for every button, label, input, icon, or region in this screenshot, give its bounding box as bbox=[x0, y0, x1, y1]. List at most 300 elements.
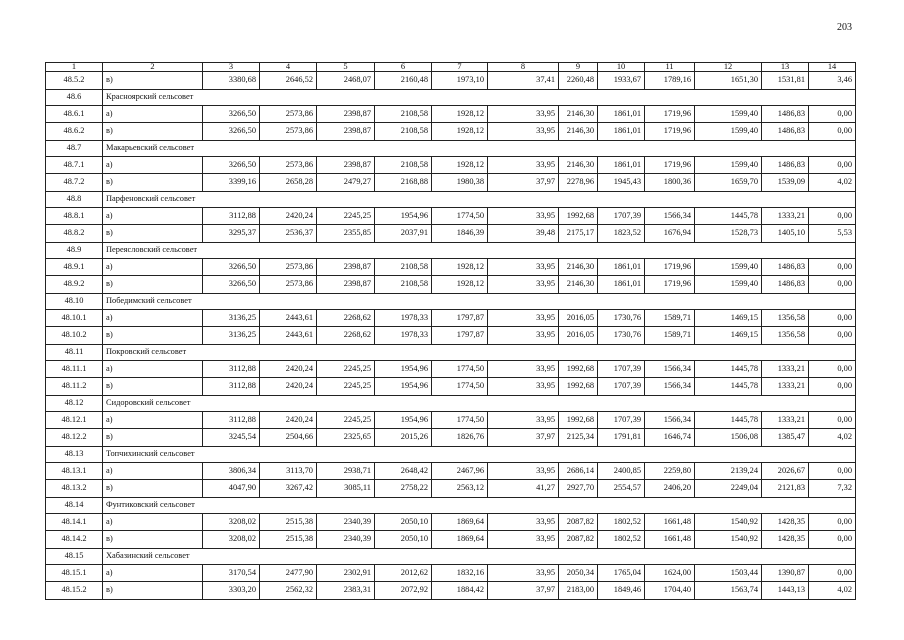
value-cell: 1390,87 bbox=[762, 564, 809, 582]
variant-cell: а) bbox=[103, 207, 203, 225]
value-cell: 2515,38 bbox=[260, 513, 317, 531]
value-cell: 1861,01 bbox=[598, 105, 645, 123]
column-header: 9 bbox=[559, 63, 598, 72]
value-cell: 2087,82 bbox=[559, 513, 598, 531]
group-title: Парфеновский сельсовет bbox=[103, 191, 856, 207]
value-cell: 1774,50 bbox=[432, 378, 488, 396]
value-cell: 1333,21 bbox=[762, 411, 809, 429]
value-cell: 1823,52 bbox=[598, 225, 645, 243]
value-cell: 3112,88 bbox=[203, 411, 260, 429]
value-cell: 0,00 bbox=[809, 258, 856, 276]
value-cell: 1486,83 bbox=[762, 258, 809, 276]
column-header: 11 bbox=[645, 63, 695, 72]
value-cell: 1486,83 bbox=[762, 156, 809, 174]
variant-cell: а) bbox=[103, 309, 203, 327]
value-cell: 2146,30 bbox=[559, 276, 598, 294]
value-cell: 1356,58 bbox=[762, 327, 809, 345]
value-cell: 3266,50 bbox=[203, 156, 260, 174]
value-cell: 33,95 bbox=[488, 564, 559, 582]
value-cell: 1774,50 bbox=[432, 207, 488, 225]
group-title: Покровский сельсовет bbox=[103, 344, 856, 360]
value-cell: 1980,38 bbox=[432, 174, 488, 192]
header-row bbox=[46, 63, 856, 72]
value-cell: 2477,90 bbox=[260, 564, 317, 582]
row-code: 48.12 bbox=[46, 395, 103, 411]
value-cell: 1800,36 bbox=[645, 174, 695, 192]
value-cell: 2398,87 bbox=[317, 258, 375, 276]
value-cell: 1928,12 bbox=[432, 276, 488, 294]
value-cell: 1774,50 bbox=[432, 411, 488, 429]
column-header: 7 bbox=[432, 63, 488, 72]
value-cell: 1599,40 bbox=[695, 123, 762, 141]
value-cell: 2245,25 bbox=[317, 360, 375, 378]
value-cell: 1719,96 bbox=[645, 156, 695, 174]
value-cell: 1928,12 bbox=[432, 123, 488, 141]
group-title: Макарьевский сельсовет bbox=[103, 140, 856, 156]
value-cell: 1869,64 bbox=[432, 531, 488, 549]
value-cell: 1566,34 bbox=[645, 360, 695, 378]
value-cell: 3399,16 bbox=[203, 174, 260, 192]
value-cell: 2108,58 bbox=[375, 105, 432, 123]
table-row bbox=[46, 105, 856, 123]
group-title: Топчихинский сельсовет bbox=[103, 446, 856, 462]
group-title: Переясловский сельсовет bbox=[103, 242, 856, 258]
value-cell: 37,97 bbox=[488, 429, 559, 447]
value-cell: 1730,76 bbox=[598, 327, 645, 345]
value-cell: 2146,30 bbox=[559, 258, 598, 276]
value-cell: 2658,28 bbox=[260, 174, 317, 192]
value-cell: 3266,50 bbox=[203, 276, 260, 294]
value-cell: 1791,81 bbox=[598, 429, 645, 447]
value-cell: 2400,85 bbox=[598, 462, 645, 480]
value-cell: 1333,21 bbox=[762, 207, 809, 225]
row-code: 48.15.1 bbox=[46, 564, 103, 582]
row-code: 48.9.2 bbox=[46, 276, 103, 294]
value-cell: 2758,22 bbox=[375, 480, 432, 498]
value-cell: 1428,35 bbox=[762, 531, 809, 549]
value-cell: 2160,48 bbox=[375, 72, 432, 90]
column-header: 8 bbox=[488, 63, 559, 72]
table-row bbox=[46, 72, 856, 90]
row-code: 48.10.2 bbox=[46, 327, 103, 345]
value-cell: 2108,58 bbox=[375, 276, 432, 294]
row-code: 48.6.1 bbox=[46, 105, 103, 123]
value-cell: 2108,58 bbox=[375, 123, 432, 141]
table-row bbox=[46, 309, 856, 327]
value-cell: 1540,92 bbox=[695, 531, 762, 549]
value-cell: 3112,88 bbox=[203, 360, 260, 378]
row-code: 48.15 bbox=[46, 548, 103, 564]
value-cell: 1566,34 bbox=[645, 378, 695, 396]
value-cell: 1826,76 bbox=[432, 429, 488, 447]
tariff-table bbox=[45, 62, 856, 600]
value-cell: 3208,02 bbox=[203, 513, 260, 531]
value-cell: 3113,70 bbox=[260, 462, 317, 480]
value-cell: 2016,05 bbox=[559, 309, 598, 327]
value-cell: 2573,86 bbox=[260, 123, 317, 141]
variant-cell: в) bbox=[103, 327, 203, 345]
value-cell: 5,53 bbox=[809, 225, 856, 243]
value-cell: 2175,17 bbox=[559, 225, 598, 243]
value-cell: 3208,02 bbox=[203, 531, 260, 549]
value-cell: 2646,52 bbox=[260, 72, 317, 90]
value-cell: 2278,96 bbox=[559, 174, 598, 192]
value-cell: 1707,39 bbox=[598, 360, 645, 378]
value-cell: 2420,24 bbox=[260, 207, 317, 225]
value-cell: 33,95 bbox=[488, 276, 559, 294]
group-title: Хабазинский сельсовет bbox=[103, 548, 856, 564]
table-row bbox=[46, 513, 856, 531]
value-cell: 2072,92 bbox=[375, 582, 432, 600]
value-cell: 1599,40 bbox=[695, 105, 762, 123]
value-cell: 2686,14 bbox=[559, 462, 598, 480]
value-cell: 1954,96 bbox=[375, 411, 432, 429]
group-row bbox=[46, 497, 856, 513]
value-cell: 2245,25 bbox=[317, 207, 375, 225]
value-cell: 1486,83 bbox=[762, 123, 809, 141]
value-cell: 2340,39 bbox=[317, 531, 375, 549]
column-header: 12 bbox=[695, 63, 762, 72]
value-cell: 1540,92 bbox=[695, 513, 762, 531]
value-cell: 2383,31 bbox=[317, 582, 375, 600]
value-cell: 1802,52 bbox=[598, 513, 645, 531]
variant-cell: а) bbox=[103, 564, 203, 582]
row-code: 48.11.1 bbox=[46, 360, 103, 378]
value-cell: 2340,39 bbox=[317, 513, 375, 531]
table-row bbox=[46, 123, 856, 141]
table-row bbox=[46, 258, 856, 276]
variant-cell: в) bbox=[103, 72, 203, 90]
value-cell: 2468,07 bbox=[317, 72, 375, 90]
value-cell: 1978,33 bbox=[375, 327, 432, 345]
value-cell: 1624,00 bbox=[645, 564, 695, 582]
value-cell: 2536,37 bbox=[260, 225, 317, 243]
value-cell: 1945,43 bbox=[598, 174, 645, 192]
value-cell: 1797,87 bbox=[432, 327, 488, 345]
value-cell: 2050,34 bbox=[559, 564, 598, 582]
value-cell: 2504,66 bbox=[260, 429, 317, 447]
value-cell: 2125,34 bbox=[559, 429, 598, 447]
value-cell: 1719,96 bbox=[645, 258, 695, 276]
group-row bbox=[46, 344, 856, 360]
value-cell: 0,00 bbox=[809, 564, 856, 582]
value-cell: 7,32 bbox=[809, 480, 856, 498]
row-code: 48.5.2 bbox=[46, 72, 103, 90]
column-header: 6 bbox=[375, 63, 432, 72]
variant-cell: а) bbox=[103, 258, 203, 276]
row-code: 48.13.1 bbox=[46, 462, 103, 480]
value-cell: 2467,96 bbox=[432, 462, 488, 480]
table-row bbox=[46, 564, 856, 582]
value-cell: 2016,05 bbox=[559, 327, 598, 345]
value-cell: 0,00 bbox=[809, 462, 856, 480]
value-cell: 3303,20 bbox=[203, 582, 260, 600]
value-cell: 1503,44 bbox=[695, 564, 762, 582]
table-row bbox=[46, 480, 856, 498]
value-cell: 1704,40 bbox=[645, 582, 695, 600]
value-cell: 0,00 bbox=[809, 411, 856, 429]
group-row bbox=[46, 140, 856, 156]
column-header: 10 bbox=[598, 63, 645, 72]
value-cell: 1846,39 bbox=[432, 225, 488, 243]
value-cell: 2443,61 bbox=[260, 327, 317, 345]
value-cell: 1428,35 bbox=[762, 513, 809, 531]
value-cell: 1973,10 bbox=[432, 72, 488, 90]
value-cell: 1765,04 bbox=[598, 564, 645, 582]
value-cell: 2268,62 bbox=[317, 327, 375, 345]
value-cell: 1651,30 bbox=[695, 72, 762, 90]
value-cell: 2168,88 bbox=[375, 174, 432, 192]
row-code: 48.11 bbox=[46, 344, 103, 360]
value-cell: 2563,12 bbox=[432, 480, 488, 498]
value-cell: 33,95 bbox=[488, 327, 559, 345]
value-cell: 1730,76 bbox=[598, 309, 645, 327]
table-row bbox=[46, 207, 856, 225]
value-cell: 1486,83 bbox=[762, 105, 809, 123]
value-cell: 1884,42 bbox=[432, 582, 488, 600]
group-row bbox=[46, 89, 856, 105]
value-cell: 1333,21 bbox=[762, 360, 809, 378]
value-cell: 33,95 bbox=[488, 309, 559, 327]
table-row bbox=[46, 378, 856, 396]
row-code: 48.9.1 bbox=[46, 258, 103, 276]
value-cell: 1992,68 bbox=[559, 207, 598, 225]
group-title: Сидоровский сельсовет bbox=[103, 395, 856, 411]
variant-cell: а) bbox=[103, 462, 203, 480]
value-cell: 2648,42 bbox=[375, 462, 432, 480]
value-cell: 1861,01 bbox=[598, 123, 645, 141]
value-cell: 2398,87 bbox=[317, 276, 375, 294]
value-cell: 2121,83 bbox=[762, 480, 809, 498]
variant-cell: а) bbox=[103, 156, 203, 174]
value-cell: 1707,39 bbox=[598, 207, 645, 225]
value-cell: 2108,58 bbox=[375, 258, 432, 276]
row-code: 48.11.2 bbox=[46, 378, 103, 396]
value-cell: 1445,78 bbox=[695, 378, 762, 396]
value-cell: 33,95 bbox=[488, 531, 559, 549]
value-cell: 3245,54 bbox=[203, 429, 260, 447]
value-cell: 1333,21 bbox=[762, 378, 809, 396]
table-row bbox=[46, 327, 856, 345]
row-code: 48.14.1 bbox=[46, 513, 103, 531]
value-cell: 33,95 bbox=[488, 123, 559, 141]
value-cell: 3136,25 bbox=[203, 309, 260, 327]
value-cell: 0,00 bbox=[809, 513, 856, 531]
row-code: 48.13 bbox=[46, 446, 103, 462]
value-cell: 2573,86 bbox=[260, 156, 317, 174]
table-row bbox=[46, 360, 856, 378]
value-cell: 33,95 bbox=[488, 378, 559, 396]
group-row bbox=[46, 395, 856, 411]
value-cell: 3112,88 bbox=[203, 207, 260, 225]
value-cell: 37,97 bbox=[488, 582, 559, 600]
value-cell: 2420,24 bbox=[260, 411, 317, 429]
variant-cell: а) bbox=[103, 513, 203, 531]
value-cell: 1928,12 bbox=[432, 105, 488, 123]
column-header: 14 bbox=[809, 63, 856, 72]
value-cell: 2398,87 bbox=[317, 156, 375, 174]
table-row bbox=[46, 156, 856, 174]
value-cell: 1992,68 bbox=[559, 378, 598, 396]
column-header: 5 bbox=[317, 63, 375, 72]
value-cell: 41,27 bbox=[488, 480, 559, 498]
value-cell: 1589,71 bbox=[645, 327, 695, 345]
value-cell: 3085,11 bbox=[317, 480, 375, 498]
variant-cell: в) bbox=[103, 378, 203, 396]
value-cell: 1869,64 bbox=[432, 513, 488, 531]
value-cell: 4,02 bbox=[809, 582, 856, 600]
value-cell: 2139,24 bbox=[695, 462, 762, 480]
value-cell: 1992,68 bbox=[559, 360, 598, 378]
value-cell: 1719,96 bbox=[645, 105, 695, 123]
table-row bbox=[46, 276, 856, 294]
variant-cell: в) bbox=[103, 225, 203, 243]
row-code: 48.6.2 bbox=[46, 123, 103, 141]
value-cell: 1849,46 bbox=[598, 582, 645, 600]
variant-cell: в) bbox=[103, 123, 203, 141]
group-row bbox=[46, 242, 856, 258]
value-cell: 3266,50 bbox=[203, 123, 260, 141]
value-cell: 1539,09 bbox=[762, 174, 809, 192]
value-cell: 1797,87 bbox=[432, 309, 488, 327]
value-cell: 3380,68 bbox=[203, 72, 260, 90]
row-code: 48.14 bbox=[46, 497, 103, 513]
variant-cell: в) bbox=[103, 480, 203, 498]
value-cell: 0,00 bbox=[809, 327, 856, 345]
column-header: 1 bbox=[46, 63, 103, 72]
value-cell: 1469,15 bbox=[695, 327, 762, 345]
row-code: 48.6 bbox=[46, 89, 103, 105]
value-cell: 3267,42 bbox=[260, 480, 317, 498]
value-cell: 3266,50 bbox=[203, 258, 260, 276]
value-cell: 3170,54 bbox=[203, 564, 260, 582]
value-cell: 39,48 bbox=[488, 225, 559, 243]
column-header: 13 bbox=[762, 63, 809, 72]
value-cell: 0,00 bbox=[809, 531, 856, 549]
value-cell: 1528,73 bbox=[695, 225, 762, 243]
value-cell: 1566,34 bbox=[645, 207, 695, 225]
value-cell: 1659,70 bbox=[695, 174, 762, 192]
table-row bbox=[46, 411, 856, 429]
row-code: 48.7.1 bbox=[46, 156, 103, 174]
row-code: 48.8.1 bbox=[46, 207, 103, 225]
value-cell: 33,95 bbox=[488, 360, 559, 378]
value-cell: 2554,57 bbox=[598, 480, 645, 498]
value-cell: 2562,32 bbox=[260, 582, 317, 600]
row-code: 48.9 bbox=[46, 242, 103, 258]
value-cell: 0,00 bbox=[809, 360, 856, 378]
value-cell: 1443,13 bbox=[762, 582, 809, 600]
value-cell: 33,95 bbox=[488, 105, 559, 123]
group-title: Фунтиковский сельсовет bbox=[103, 497, 856, 513]
row-code: 48.8 bbox=[46, 191, 103, 207]
value-cell: 0,00 bbox=[809, 378, 856, 396]
value-cell: 2927,70 bbox=[559, 480, 598, 498]
value-cell: 1861,01 bbox=[598, 258, 645, 276]
variant-cell: в) bbox=[103, 429, 203, 447]
table-row bbox=[46, 225, 856, 243]
value-cell: 0,00 bbox=[809, 105, 856, 123]
value-cell: 2259,80 bbox=[645, 462, 695, 480]
page-number: 203 bbox=[837, 22, 852, 33]
value-cell: 1802,52 bbox=[598, 531, 645, 549]
value-cell: 1707,39 bbox=[598, 411, 645, 429]
row-code: 48.8.2 bbox=[46, 225, 103, 243]
row-code: 48.7.2 bbox=[46, 174, 103, 192]
value-cell: 1563,74 bbox=[695, 582, 762, 600]
variant-cell: а) bbox=[103, 411, 203, 429]
value-cell: 1405,10 bbox=[762, 225, 809, 243]
value-cell: 1445,78 bbox=[695, 360, 762, 378]
value-cell: 1445,78 bbox=[695, 207, 762, 225]
value-cell: 3,46 bbox=[809, 72, 856, 90]
value-cell: 1566,34 bbox=[645, 411, 695, 429]
value-cell: 0,00 bbox=[809, 207, 856, 225]
group-title: Победимский сельсовет bbox=[103, 293, 856, 309]
value-cell: 33,95 bbox=[488, 258, 559, 276]
value-cell: 0,00 bbox=[809, 123, 856, 141]
table-row bbox=[46, 531, 856, 549]
column-header: 4 bbox=[260, 63, 317, 72]
table-row bbox=[46, 429, 856, 447]
value-cell: 1789,16 bbox=[645, 72, 695, 90]
value-cell: 4,02 bbox=[809, 174, 856, 192]
value-cell: 33,95 bbox=[488, 462, 559, 480]
value-cell: 0,00 bbox=[809, 309, 856, 327]
value-cell: 2938,71 bbox=[317, 462, 375, 480]
row-code: 48.14.2 bbox=[46, 531, 103, 549]
value-cell: 3136,25 bbox=[203, 327, 260, 345]
row-code: 48.15.2 bbox=[46, 582, 103, 600]
value-cell: 1599,40 bbox=[695, 258, 762, 276]
value-cell: 2012,62 bbox=[375, 564, 432, 582]
row-code: 48.10 bbox=[46, 293, 103, 309]
group-row bbox=[46, 293, 856, 309]
value-cell: 2573,86 bbox=[260, 276, 317, 294]
variant-cell: в) bbox=[103, 174, 203, 192]
value-cell: 1978,33 bbox=[375, 309, 432, 327]
column-header: 3 bbox=[203, 63, 260, 72]
value-cell: 37,97 bbox=[488, 174, 559, 192]
value-cell: 2050,10 bbox=[375, 513, 432, 531]
value-cell: 2325,65 bbox=[317, 429, 375, 447]
group-row bbox=[46, 446, 856, 462]
value-cell: 2087,82 bbox=[559, 531, 598, 549]
value-cell: 33,95 bbox=[488, 156, 559, 174]
group-row bbox=[46, 548, 856, 564]
value-cell: 2050,10 bbox=[375, 531, 432, 549]
row-code: 48.10.1 bbox=[46, 309, 103, 327]
column-header: 2 bbox=[103, 63, 203, 72]
row-code: 48.7 bbox=[46, 140, 103, 156]
value-cell: 2443,61 bbox=[260, 309, 317, 327]
value-cell: 2302,91 bbox=[317, 564, 375, 582]
value-cell: 4047,90 bbox=[203, 480, 260, 498]
value-cell: 37,41 bbox=[488, 72, 559, 90]
value-cell: 1506,08 bbox=[695, 429, 762, 447]
value-cell: 33,95 bbox=[488, 513, 559, 531]
value-cell: 1661,48 bbox=[645, 513, 695, 531]
value-cell: 1928,12 bbox=[432, 156, 488, 174]
value-cell: 1719,96 bbox=[645, 276, 695, 294]
value-cell: 1646,74 bbox=[645, 429, 695, 447]
value-cell: 1719,96 bbox=[645, 123, 695, 141]
value-cell: 2183,00 bbox=[559, 582, 598, 600]
value-cell: 3806,34 bbox=[203, 462, 260, 480]
value-cell: 2146,30 bbox=[559, 123, 598, 141]
value-cell: 2037,91 bbox=[375, 225, 432, 243]
value-cell: 1599,40 bbox=[695, 156, 762, 174]
